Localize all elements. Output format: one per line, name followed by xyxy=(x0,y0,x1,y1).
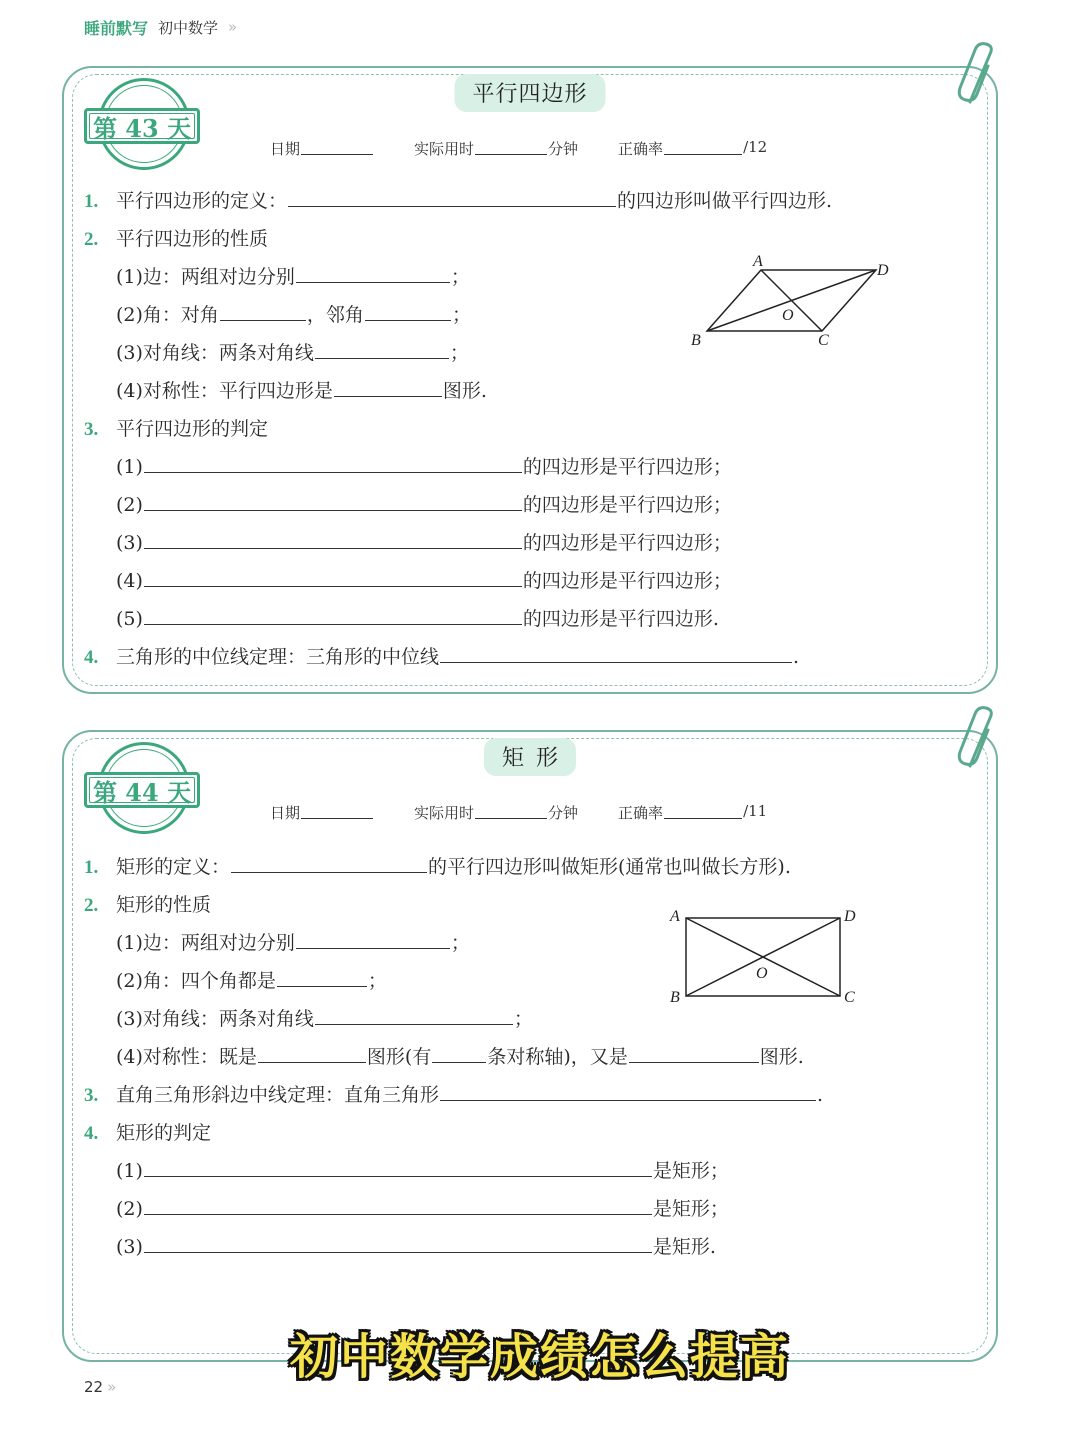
question-text: 的四边形叫做平行四边形. xyxy=(617,190,833,212)
answer-blank[interactable] xyxy=(144,454,522,473)
item-label: (1) xyxy=(116,1160,143,1182)
vertex-label-c: C xyxy=(844,989,855,1006)
vertex-label-b: B xyxy=(691,332,701,349)
vertex-label-c: C xyxy=(818,332,829,349)
question-text: 三角形的中位线定理：三角形的中位线 xyxy=(116,646,440,668)
property-symmetry xyxy=(116,1042,804,1069)
property-angles xyxy=(116,966,387,993)
worksheet-card-day-43 xyxy=(62,66,998,694)
question-text: 矩形的定义： xyxy=(116,856,231,878)
day-label: 第 43 天 xyxy=(84,108,200,144)
question-number: 4. xyxy=(84,647,99,668)
question-text: 图形. xyxy=(442,380,487,402)
criterion-item xyxy=(116,1232,716,1259)
item-label: (4) xyxy=(116,570,143,592)
question-text: 是矩形； xyxy=(652,1160,729,1182)
question-text: 图形(有 xyxy=(366,1046,432,1068)
minutes-label: 分钟 xyxy=(548,804,579,822)
parallelogram-figure xyxy=(684,254,894,350)
question-text: ； xyxy=(449,342,469,364)
question-text: 的四边形是平行四边形； xyxy=(522,532,732,554)
question-number: 1. xyxy=(84,857,99,878)
question-4 xyxy=(84,642,799,669)
question-number: 2. xyxy=(84,895,99,916)
question-text: 平行四边形的判定 xyxy=(116,418,269,440)
answer-blank[interactable] xyxy=(144,1234,652,1253)
question-text: (2)角：四个角都是 xyxy=(116,970,276,992)
question-number: 3. xyxy=(84,419,99,440)
minutes-label: 分钟 xyxy=(548,140,579,158)
answer-blank[interactable] xyxy=(440,644,792,663)
answer-blank[interactable] xyxy=(144,606,522,625)
chevron-right-icon: » xyxy=(107,1378,117,1396)
vertex-label-a: A xyxy=(753,254,763,270)
page-header xyxy=(84,14,237,40)
property-edges xyxy=(116,928,470,955)
center-label-o: O xyxy=(782,307,794,324)
page-number-text: 22 xyxy=(84,1378,104,1396)
question-text: (1)边：两组对边分别 xyxy=(116,266,295,288)
answer-blank[interactable] xyxy=(277,968,367,987)
answer-blank[interactable] xyxy=(440,1082,816,1101)
property-diagonals xyxy=(116,338,469,365)
question-text: 是矩形. xyxy=(652,1236,716,1258)
question-text: ； xyxy=(367,970,387,992)
answer-blank[interactable] xyxy=(296,930,450,949)
answer-blank[interactable] xyxy=(144,1158,652,1177)
question-1 xyxy=(84,186,832,213)
question-text: (1)边：两组对边分别 xyxy=(116,932,295,954)
subject-title: 初中数学 xyxy=(158,18,219,37)
property-edges xyxy=(116,262,470,289)
time-field[interactable] xyxy=(475,138,547,155)
question-4 xyxy=(84,1118,211,1145)
answer-blank[interactable] xyxy=(231,854,427,873)
item-label: (5) xyxy=(116,608,143,630)
answer-blank[interactable] xyxy=(296,264,450,283)
question-text: (3)对角线：两条对角线 xyxy=(116,1008,314,1030)
vertex-label-b: B xyxy=(670,989,680,1006)
topic-title: 平行四边形 xyxy=(454,74,605,112)
vertex-label-d: D xyxy=(877,262,889,279)
topic-title: 矩形 xyxy=(484,738,576,776)
question-text: ； xyxy=(513,1008,533,1030)
question-text: 的四边形是平行四边形； xyxy=(522,570,732,592)
meta-row xyxy=(270,138,767,159)
chevron-right-icon: » xyxy=(228,18,238,36)
question-text: 是矩形； xyxy=(652,1198,729,1220)
question-text: . xyxy=(793,646,800,668)
criterion-item xyxy=(116,604,719,631)
answer-blank[interactable] xyxy=(288,188,616,207)
question-text: 平行四边形的性质 xyxy=(116,228,269,250)
question-2 xyxy=(84,224,268,251)
question-text: ； xyxy=(450,266,470,288)
question-3 xyxy=(84,414,268,441)
question-2 xyxy=(84,890,211,917)
rectangle-figure xyxy=(664,904,874,1010)
answer-blank[interactable] xyxy=(315,1006,513,1025)
page-number xyxy=(84,1378,116,1396)
question-text: 矩形的判定 xyxy=(116,1122,212,1144)
item-label: (3) xyxy=(116,1236,143,1258)
worksheet-card-day-44 xyxy=(62,730,998,1362)
question-text: 的四边形是平行四边形； xyxy=(522,494,732,516)
question-text: (3)对角线：两条对角线 xyxy=(116,342,314,364)
accuracy-field[interactable] xyxy=(664,802,742,819)
question-text: 矩形的性质 xyxy=(116,894,212,916)
answer-blank[interactable] xyxy=(144,492,522,511)
item-label: (2) xyxy=(116,1198,143,1220)
answer-blank[interactable] xyxy=(365,302,451,321)
property-angles xyxy=(116,300,471,327)
question-number: 4. xyxy=(84,1123,99,1144)
question-text: 的四边形是平行四边形. xyxy=(522,608,719,630)
answer-blank[interactable] xyxy=(629,1044,759,1063)
answer-blank[interactable] xyxy=(315,340,449,359)
question-text: 平行四边形的定义： xyxy=(116,190,288,212)
answer-blank[interactable] xyxy=(334,378,442,397)
question-text: ，邻角 xyxy=(306,304,364,326)
question-text: ； xyxy=(450,932,470,954)
item-label: (2) xyxy=(116,494,143,516)
question-text: 的平行四边形叫做矩形(通常也叫做长方形). xyxy=(428,856,791,878)
property-diagonals xyxy=(116,1004,533,1031)
answer-blank[interactable] xyxy=(432,1044,486,1063)
day-badge xyxy=(84,78,204,188)
vertex-label-a: A xyxy=(670,908,680,925)
date-label: 日期 xyxy=(270,140,301,158)
question-number: 1. xyxy=(84,191,99,212)
time-label: 实际用时 xyxy=(414,140,475,158)
item-label: (3) xyxy=(116,532,143,554)
answer-blank[interactable] xyxy=(258,1044,366,1063)
question-text: (4)对称性：既是 xyxy=(116,1046,257,1068)
day-badge xyxy=(84,742,204,852)
question-text: (2)角：对角 xyxy=(116,304,219,326)
question-text: 直角三角形斜边中线定理：直角三角形 xyxy=(116,1084,440,1106)
video-caption: 初中数学成绩怎么提高 xyxy=(289,1329,790,1385)
criterion-item xyxy=(116,1156,729,1183)
question-1 xyxy=(84,852,791,879)
question-text: (4)对称性：平行四边形是 xyxy=(116,380,333,402)
question-text: 条对称轴)，又是 xyxy=(487,1046,628,1068)
item-label: (1) xyxy=(116,456,143,478)
criterion-item xyxy=(116,566,732,593)
answer-blank[interactable] xyxy=(144,530,522,549)
question-text: 图形. xyxy=(759,1046,804,1068)
date-field[interactable] xyxy=(301,138,373,155)
date-field[interactable] xyxy=(301,802,373,819)
accuracy-label: 正确率 xyxy=(618,804,664,822)
question-text: . xyxy=(817,1084,824,1106)
vertex-label-d: D xyxy=(844,908,856,925)
answer-blank[interactable] xyxy=(144,568,522,587)
question-number: 2. xyxy=(84,229,99,250)
day-label: 第 44 天 xyxy=(84,772,200,808)
question-text: 的四边形是平行四边形； xyxy=(522,456,732,478)
criterion-item xyxy=(116,490,732,517)
answer-blank[interactable] xyxy=(144,1196,652,1215)
meta-row xyxy=(270,802,767,823)
accuracy-total: /12 xyxy=(743,138,768,156)
paperclip-icon xyxy=(952,706,1002,776)
paperclip-icon xyxy=(952,42,1002,112)
center-label-o: O xyxy=(756,965,768,982)
property-symmetry xyxy=(116,376,487,403)
date-label: 日期 xyxy=(270,804,301,822)
accuracy-label: 正确率 xyxy=(618,140,664,158)
brand-title: 睡前默写 xyxy=(84,18,149,38)
criterion-item xyxy=(116,528,732,555)
answer-blank[interactable] xyxy=(220,302,306,321)
criterion-item xyxy=(116,452,732,479)
accuracy-field[interactable] xyxy=(664,138,742,155)
criterion-item xyxy=(116,1194,729,1221)
accuracy-total: /11 xyxy=(743,802,768,820)
time-field[interactable] xyxy=(475,802,547,819)
question-text: ； xyxy=(451,304,471,326)
time-label: 实际用时 xyxy=(414,804,475,822)
question-3 xyxy=(84,1080,823,1107)
question-number: 3. xyxy=(84,1085,99,1106)
